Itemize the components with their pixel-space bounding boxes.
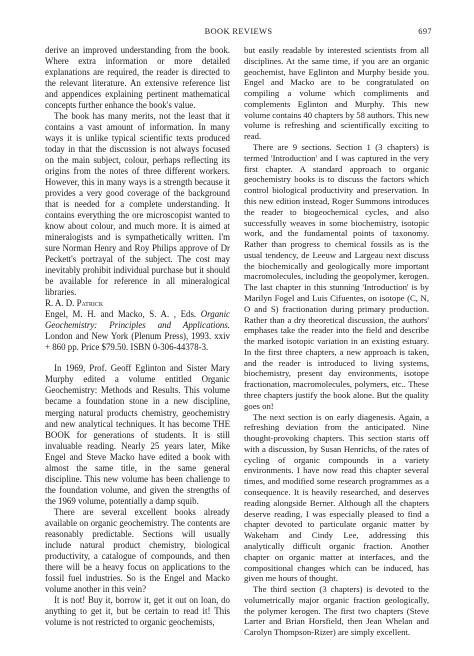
citation-details: London and New York (Plenum Press), 1993. xxiv + 860 pp. Price $79.50. ISBN 0-306-44378-3.: [45, 331, 230, 353]
previous-review-paragraph: derive an improved understanding from the book. Where extra information or more detailed explanations are required, the reader is directed to the relevant literature. An extensive reference list and appendices explaining pertinent mathematical concepts further enhance the book's value.: [45, 45, 230, 111]
book-citation: [45, 309, 230, 353]
review-paragraph: but easily readable by interested scientists from all disciplines. At the same time, if you are an organic geochemist, have Eglinton and Murphy beside you. Engel and Macko are to be congratulated on compiling a volume which compliments and complements Eglinton and Murphy. This new volume contains 40 chapters by 58 authors. This new volume is refreshing and scientifically exciting to read.: [244, 45, 429, 142]
review-paragraph: The third section (3 chapters) is devoted to the volumetrically major organic fraction geologically, the polymer kerogen. The first two chapters (Steve Larter and Brian Horsfield, then Jean Whelan and Carolyn Thompson-Rizer) are simply excellent.: [244, 584, 429, 638]
citation-authors: Engel, M. H. and Macko, S. A. , Eds.: [45, 309, 197, 320]
citation-title: Organic Geochemistry: Principles and Applications.: [45, 309, 230, 331]
previous-review-paragraph: The book has many merits, not the least that it contains a vast amount of information. In many ways it is unlike typical scientific texts produced today in that the discussion is not always focused on the main subject, colour, perhaps reflecting its origins from the notes of three different workers. However, this in many ways is a strength because it provides a very good coverage of the background that is needed for a complete understanding. It contains everything the ore microscopist wanted to know about colour, and much more. It is aimed at mineralogists and is sympathetically written. I'm sure Norman Henry and Roy Philips approve of Dr Peckett's portrayal of the subject. The cost may inevitably prohibit individual purchase but it should be available for reference in all mineralogical libraries.: [45, 111, 230, 298]
review-paragraph: There are several excellent books already available on organic geochemistry. The contents are reasonably predictable. Sections will usually include natural product chemistry, biological productivity, a catalogue of compounds, and then there will be a heavy focus on applications to the fossil fuel industries. So is the Engel and Macko volume another in this vein?: [45, 506, 230, 594]
page-header: [45, 27, 432, 39]
review-paragraph: There are 9 sections. Section 1 (3 chapters) is termed 'Introduction' and I was captured in the very first chapter. A standard approach to organic geochemistry books is to discuss the factors which control biological productivity and preservation. In this new edition instead, Roger Summons introduces the reader to biogeochemical cycles, and also successfully weaves in some biochemistry, isotopic work, and the fundamental points of taxonomy. Rather than progress to chemical fossils as is the usual tendency, de Leeuw and Largeau next discuss the biochemically and geologically more important macromolecules, including the geopolymer, kerogen. The last chapter in this stunning 'Introduction' is by Marilyn Fogel and Luis Cifuentes, on isotope (C, N, O and S) fractionation during primary production. Rather than a dry theoretical discussion, the authors' emphases take the reader into the field and describe the marked isotopic variation in an existing estuary. In the first three chapters, a new approach is taken, and the reader is introduced to living systems, biochemistry, present day environments, isotope fractionation, macromolecules, polymers, etc.. These three chapters justify the book alone. But the quality goes on!: [244, 142, 429, 411]
reviewer-surname: Patrick: [76, 298, 104, 309]
left-column: [45, 45, 230, 628]
review-paragraph: The next section is on early diagenesis. Again, a refreshing deviation from the anticipated. Nine thought-provoking chapters. This section starts off with a discussion, by Susan Henrichs, of the rates of cycling of organic compounds in a variety environments. I have now read this chapter several times, and modified some research programmes as a consequence. It is heavily researched, and deserves reading alongside Berner. Although all the chapters deserve reading, I was especially pleased to find a chapter devoted to particulate organic matter by Wakeham and Cindy Lee, addressing this analytically difficult organic fraction. Another chapter on organic matter at interfaces, and the compositional changes which can be induced, has given me hours of thought.: [244, 411, 429, 584]
running-title: BOOK REVIEWS: [204, 27, 273, 36]
page-number: 697: [418, 27, 432, 36]
review-paragraph: In 1969, Prof. Geoff Eglinton and Sister Mary Murphy edited a volume entitled Organic Geochemistry: Methods and Results. This volume became a foundation stone in a new discipline, merging natural products chemistry, geochemistry and new analytical techniques. It has become THE BOOK for generations of students. It is still invaluable reading. Nearly 25 years later, Mike Engel and Steve Macko have edited a book with almost the same title, in the same general discipline. This new volume has been challenge to the foundation volume, and given the strengths of the 1969 volume, potentially a damp squib.: [45, 363, 230, 506]
right-column: [244, 45, 429, 638]
reviewer-initials: R. A. D.: [45, 298, 77, 309]
reviewer-signature: [45, 298, 230, 309]
review-paragraph: It is not! Buy it, borrow it, get it out on loan, do anything to get it, but be certain to read it! This volume is not restricted to organic geochemists,: [45, 594, 230, 627]
